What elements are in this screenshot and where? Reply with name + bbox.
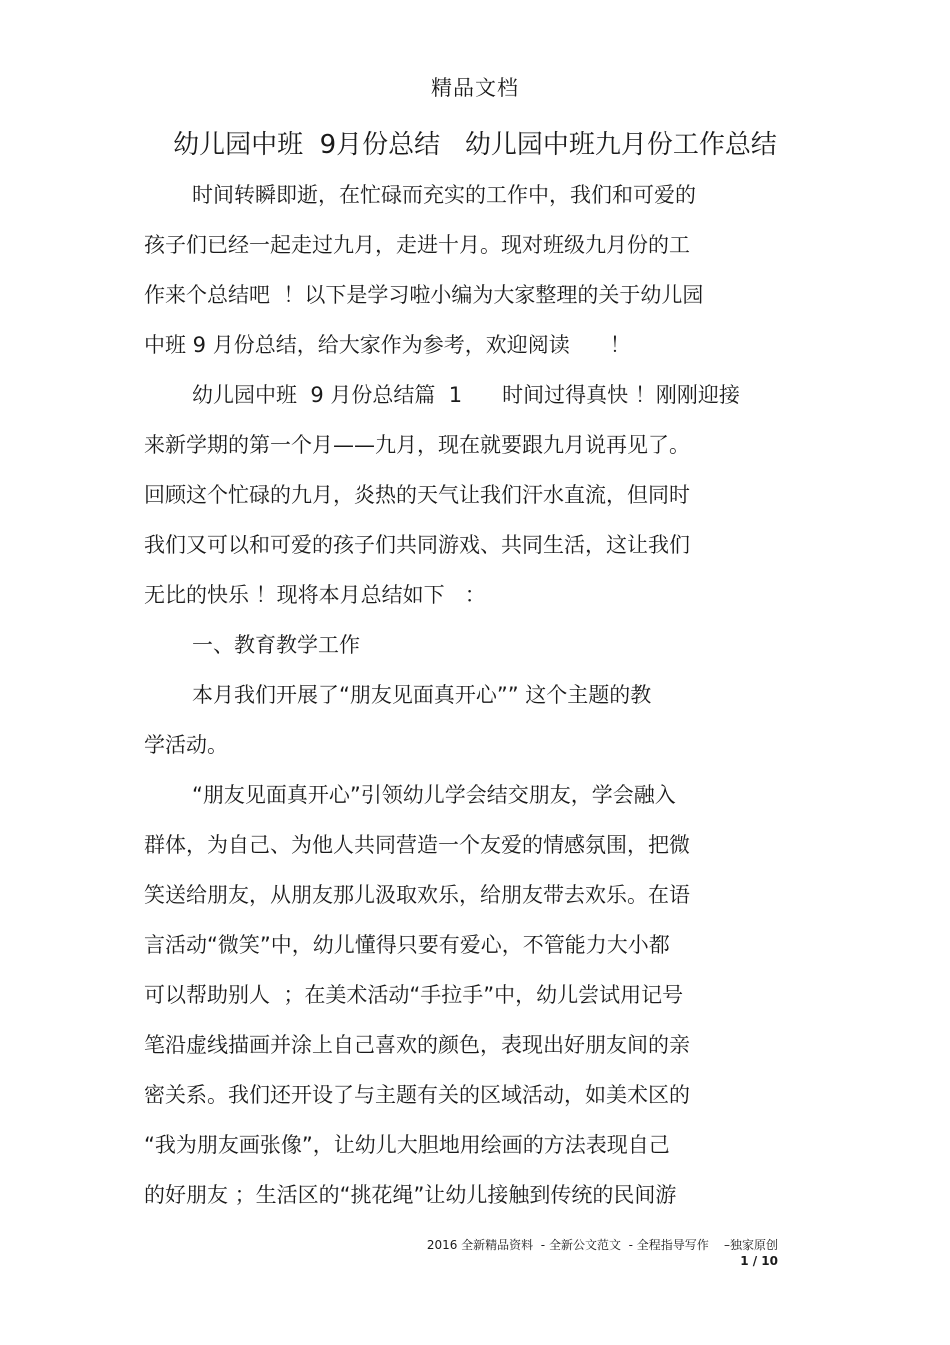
text-line: 无比的快乐 ！现将本月总结如下 ：: [144, 583, 486, 607]
text-line: 的好朋友 ；生活区的“挑花绳”让幼儿接触到传统的民间游: [144, 1183, 677, 1207]
page-footer: 2016 全新精品资料 - 全新公文范文 - 全程指导写作 –独家原创: [426, 1238, 778, 1252]
text-line: 笔沿虚线描画并涂上自己喜欢的颜色，表现出好朋友间的亲: [144, 1033, 690, 1057]
page-number: 1 / 10: [740, 1254, 778, 1268]
text-line: 作来个总结吧 ！以下是学习啦小编为大家整理的关于幼儿园: [144, 283, 704, 307]
text-line: 可以帮助别人 ；在美术活动“手拉手”中，幼儿尝试用记号: [144, 983, 684, 1007]
text-line: 来新学期的第一个月——九月，现在就要跟九月说再见了。: [144, 433, 690, 457]
text-line: 学活动。: [144, 733, 228, 757]
document-header: 精品文档: [431, 76, 519, 100]
text-line: 孩子们已经一起走过九月，走进十月。现对班级九月份的工: [144, 233, 690, 257]
text-line: 群体，为自己、为他人共同营造一个友爱的情感氛围，把微: [144, 833, 690, 857]
text-line: “朋友见面真开心”引领幼儿学会结交朋友，学会融入: [192, 783, 676, 807]
document-title: 幼儿园中班 9月份总结 幼儿园中班九月份工作总结: [173, 130, 777, 160]
text-line: 笑送给朋友，从朋友那儿汲取欢乐，给朋友带去欢乐。在语: [144, 883, 690, 907]
document-body: [144, 170, 824, 1220]
text-line: 回顾这个忙碌的九月，炎热的天气让我们汗水直流，但同时: [144, 483, 690, 507]
text-line: 本月我们开展了“朋友见面真开心”” 这个主题的教: [192, 683, 652, 707]
text-line: 我们又可以和可爱的孩子们共同游戏、共同生活，这让我们: [144, 533, 690, 557]
text-line: 中班 9 月份总结，给大家作为参考，欢迎阅读 ！: [144, 333, 631, 357]
text-line: 言活动“微笑”中，幼儿懂得只要有爱心，不管能力大小都: [144, 933, 670, 957]
text-line: 时间转瞬即逝，在忙碌而充实的工作中，我们和可爱的: [192, 183, 696, 207]
text-line: 一、教育教学工作: [192, 633, 360, 657]
text-line: 幼儿园中班 9 月份总结篇 1 时间过得真快 ！刚刚迎接: [192, 383, 740, 407]
text-line: “我为朋友画张像”，让幼儿大胆地用绘画的方法表现自己: [144, 1133, 670, 1157]
text-line: 密关系。我们还开设了与主题有关的区域活动，如美术区的: [144, 1083, 690, 1107]
